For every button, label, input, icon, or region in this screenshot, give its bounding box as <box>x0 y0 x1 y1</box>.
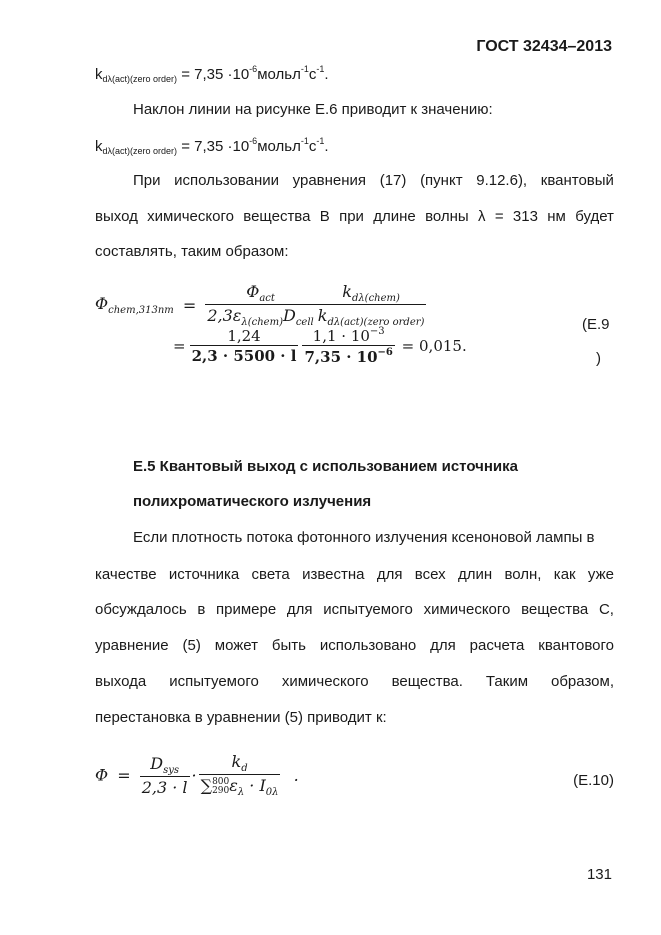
word: квантового <box>538 637 614 654</box>
word: вещества <box>521 601 589 618</box>
word: вещества <box>243 208 311 225</box>
word: света <box>251 566 290 583</box>
word: будет <box>575 208 614 225</box>
word: испытуемого <box>323 601 413 618</box>
document-standard-header: ГОСТ 32434–2013 <box>476 38 612 55</box>
word: длине <box>373 208 416 225</box>
eq10-fraction-2: $k_d$ ∑ 800 290 $\varepsilon_\lambda \cdot I_{0\lambda}$ <box>200 752 279 798</box>
eq10-fraction-1: $\frac{D_{sys}}{2,3 \cdot l}$ <box>141 753 188 797</box>
eq9-fraction-k: $\frac{k_{d\lambda(chem)}}{k_{d\lambda(act)(zero order)}}$ <box>317 282 425 328</box>
eq9-fraction-numeric-2: $\frac{1,1 \cdot 10^{-3}}{7,35 \cdot 10^{-6}}$ <box>304 326 393 366</box>
word: для <box>286 601 313 618</box>
word: образом, <box>551 673 614 690</box>
word: нм <box>547 208 566 225</box>
word: (17) <box>379 172 407 189</box>
word: быть <box>271 637 306 654</box>
word: С, <box>598 601 614 618</box>
word: = <box>494 208 504 225</box>
word: уравнение <box>95 637 169 654</box>
word: источника <box>168 566 240 583</box>
word: обсуждалось <box>95 601 187 618</box>
word: расчета <box>469 637 525 654</box>
word: всех <box>414 566 446 583</box>
word: химического <box>281 673 369 690</box>
word: При <box>133 172 161 189</box>
paragraph-1-line-1 <box>133 172 614 189</box>
equation-e9-label-close: ) <box>596 350 601 367</box>
paragraph-2-line-3 <box>95 601 614 618</box>
word: В <box>319 208 330 225</box>
eq9-lhs: $\Phi_{chem,313nm}$ <box>95 294 174 316</box>
word: в <box>197 601 206 618</box>
word: использовано <box>319 637 417 654</box>
word: 9.12.6), <box>476 172 528 189</box>
word: выхода <box>95 673 147 690</box>
word: испытуемого <box>169 673 259 690</box>
equation-e10-label: (Е.10) <box>573 772 614 789</box>
word: может <box>214 637 258 654</box>
word: как <box>553 566 576 583</box>
word: (пункт <box>420 172 463 189</box>
slope-paragraph: Наклон линии на рисунке Е.6 приводит к значению: <box>133 101 493 118</box>
k-value-line-2: $k_{d\lambda(act)(zero order)} = 7,35$ $\cdot 10^{-6}мольл^{-1}с^{-1}$. <box>95 136 329 156</box>
word: качестве <box>95 566 157 583</box>
word: при <box>339 208 364 225</box>
word: уравнения <box>292 172 367 189</box>
word: химического <box>423 601 511 618</box>
paragraph-1-line-2 <box>95 208 614 225</box>
word: для <box>376 566 403 583</box>
word: для <box>430 637 456 654</box>
section-heading-line-1: Е.5 Квантовый выход с использованием источника <box>133 458 518 475</box>
word: Таким <box>485 673 529 690</box>
page-number: 131 <box>586 866 612 883</box>
word: квантовый <box>540 172 614 189</box>
eq9-result: = 0,015. <box>401 337 467 355</box>
equation-e10: Φ = $\frac{D_{sys}}{2,3 \cdot l}$ · $k_d$ ∑ 800 290 $\varepsilon_\lambda \cdot I_{0\lambda}$ . <box>95 752 299 798</box>
k-value-line-1: $k_{d\lambda(act)(zero order)} = 7,35$ $\cdot 10^{-6}мольл^{-1}с^{-1}$. <box>95 64 329 84</box>
paragraph-1-line-3: составлять, таким образом: <box>95 243 289 260</box>
equation-e9-label: (Е.9 <box>582 316 610 333</box>
word: волны <box>425 208 469 225</box>
paragraph-2-line-1: Если плотность потока фотонного излучения ксеноновой лампы в <box>133 529 595 546</box>
word: известна <box>302 566 365 583</box>
word: уже <box>587 566 614 583</box>
word: длин <box>457 566 493 583</box>
word: использовании <box>174 172 279 189</box>
eq9-fraction-phi: $\frac{\Phi_{act}}{2,3\varepsilon_{\lambda(chem)}D_{cell}}$ <box>207 282 314 328</box>
paragraph-2-line-5 <box>95 673 614 690</box>
word: примере <box>216 601 277 618</box>
paragraph-2-line-4 <box>95 637 614 654</box>
word: волн, <box>504 566 542 583</box>
eq9-fraction-numeric-1: $\frac{1,24}{2,3 \cdot 5500 \cdot l}$ <box>191 327 297 365</box>
section-heading-line-2: полихроматического излучения <box>133 493 372 510</box>
paragraph-2-line-6: перестановка в уравнении (5) приводит к: <box>95 709 387 726</box>
word: выход <box>95 208 138 225</box>
equation-e9: $\Phi_{chem,313nm}$ = $\frac{\Phi_{act}}{2,3\varepsilon_{\lambda(chem)}D_{cell}}$ $\frac{k_{d\lambda(chem)}}{k_{d\lambda(act)(zero order)}}$ <box>95 282 425 328</box>
word: вещества. <box>391 673 463 690</box>
paragraph-2-line-2 <box>95 566 614 583</box>
word: λ <box>478 208 486 225</box>
word: 313 <box>512 208 538 225</box>
word: (5) <box>182 637 201 654</box>
equation-e9-numeric: = $\frac{1,24}{2,3 \cdot 5500 \cdot l}$ $\frac{1,1 \cdot 10^{-3}}{7,35 \cdot 10^{-6}}$ = 0,015. <box>173 326 467 366</box>
word: химического <box>147 208 234 225</box>
